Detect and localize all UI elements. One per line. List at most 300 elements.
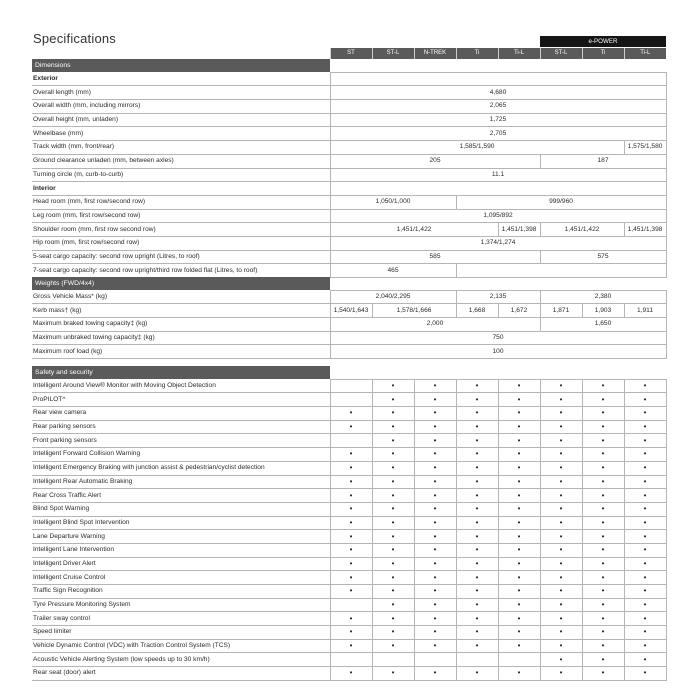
value-cell: 2,040/2,295 — [330, 290, 456, 304]
value-cell: 2,135 — [456, 290, 540, 304]
feature-mark: • — [414, 530, 456, 544]
feature-mark: • — [414, 571, 456, 585]
table-row — [32, 154, 666, 168]
feature-label: Intelligent Emergency Braking with junction assist & pedestrian/cyclist detection — [32, 461, 330, 475]
section-header-row — [32, 59, 666, 72]
feature-label: Intelligent Cruise Control — [32, 571, 330, 585]
table-row — [32, 100, 666, 114]
feature-mark: • — [330, 461, 372, 475]
feature-label: ProPILOT^ — [32, 393, 330, 407]
table-row — [32, 393, 666, 407]
feature-mark: • — [624, 557, 666, 571]
feature-mark: • — [456, 639, 498, 653]
row-label: Overall length (mm) — [32, 86, 330, 100]
feature-mark: • — [624, 407, 666, 421]
feature-mark: • — [498, 667, 540, 681]
feature-mark: • — [414, 639, 456, 653]
feature-mark: • — [498, 489, 540, 503]
table-row — [32, 168, 666, 182]
value-cell: 1,672 — [498, 304, 540, 318]
feature-mark: • — [582, 434, 624, 448]
feature-mark: • — [372, 502, 414, 516]
feature-mark: • — [330, 557, 372, 571]
subsection-spacer — [330, 72, 666, 86]
grade-col-2: N-TREK — [414, 48, 456, 59]
feature-mark: • — [582, 379, 624, 393]
grade-col-7: Ti-L — [624, 48, 666, 59]
feature-mark: • — [372, 585, 414, 599]
feature-mark: • — [624, 571, 666, 585]
table-row — [32, 543, 666, 557]
feature-mark: • — [540, 516, 582, 530]
feature-mark: • — [540, 434, 582, 448]
feature-mark: • — [372, 379, 414, 393]
value-cell: 205 — [330, 154, 540, 168]
weights-table — [32, 277, 667, 359]
feature-mark: • — [414, 420, 456, 434]
feature-mark: • — [330, 585, 372, 599]
value-cell: 750 — [330, 331, 666, 345]
feature-mark — [456, 653, 498, 667]
grade-header-row — [32, 48, 666, 59]
feature-label: Traffic Sign Recognition — [32, 585, 330, 599]
feature-mark: • — [456, 516, 498, 530]
safety-table — [32, 366, 667, 681]
feature-mark: • — [540, 420, 582, 434]
value-cell: 100 — [330, 345, 666, 359]
table-row — [32, 448, 666, 462]
table-row — [32, 407, 666, 421]
feature-mark: • — [372, 461, 414, 475]
grade-col-6: Ti — [582, 48, 624, 59]
feature-mark: • — [624, 516, 666, 530]
feature-mark: • — [582, 598, 624, 612]
feature-mark — [330, 434, 372, 448]
feature-mark: • — [582, 475, 624, 489]
feature-mark: • — [624, 393, 666, 407]
feature-mark: • — [330, 612, 372, 626]
feature-mark: • — [372, 475, 414, 489]
feature-mark — [330, 379, 372, 393]
row-label: Overall width (mm, including mirrors) — [32, 100, 330, 114]
feature-label: Tyre Pressure Monitoring System — [32, 598, 330, 612]
feature-mark: • — [372, 530, 414, 544]
feature-mark: • — [330, 475, 372, 489]
table-row — [32, 420, 666, 434]
feature-mark: • — [498, 639, 540, 653]
table-row — [32, 489, 666, 503]
feature-mark: • — [456, 598, 498, 612]
feature-mark: • — [372, 393, 414, 407]
feature-label: Lane Departure Warning — [32, 530, 330, 544]
table-row — [32, 667, 666, 681]
value-cell: 2,065 — [330, 100, 666, 114]
feature-mark: • — [582, 461, 624, 475]
feature-mark: • — [582, 543, 624, 557]
feature-mark: • — [414, 448, 456, 462]
feature-mark: • — [624, 434, 666, 448]
feature-mark: • — [498, 448, 540, 462]
feature-mark: • — [372, 434, 414, 448]
feature-mark: • — [582, 667, 624, 681]
feature-mark: • — [624, 420, 666, 434]
value-cell: 1,451/1,422 — [540, 223, 624, 237]
value-cell: 999/960 — [456, 195, 666, 209]
feature-mark: • — [330, 543, 372, 557]
feature-mark — [330, 653, 372, 667]
row-label: 5-seat cargo capacity: second row upright (Litres, to roof) — [32, 250, 330, 264]
feature-mark: • — [582, 626, 624, 640]
table-row — [32, 475, 666, 489]
feature-mark: • — [414, 557, 456, 571]
feature-mark: • — [414, 489, 456, 503]
table-row — [32, 264, 666, 278]
table-row — [32, 113, 666, 127]
feature-mark: • — [414, 543, 456, 557]
feature-mark: • — [372, 571, 414, 585]
table-row — [32, 331, 666, 345]
feature-mark: • — [582, 612, 624, 626]
feature-mark: • — [456, 571, 498, 585]
feature-mark: • — [372, 407, 414, 421]
feature-mark: • — [372, 612, 414, 626]
table-row — [32, 127, 666, 141]
feature-mark: • — [624, 530, 666, 544]
feature-mark: • — [456, 420, 498, 434]
value-cell — [456, 264, 666, 278]
feature-mark — [372, 653, 414, 667]
value-cell: 1,451/1,422 — [330, 223, 498, 237]
table-row — [32, 502, 666, 516]
feature-mark: • — [498, 612, 540, 626]
feature-mark: • — [330, 667, 372, 681]
value-cell: 2,705 — [330, 127, 666, 141]
feature-mark — [330, 598, 372, 612]
grade-col-4: Ti-L — [498, 48, 540, 59]
row-label: Ground clearance unladen (mm, between axles) — [32, 154, 330, 168]
value-cell: 1,578/1,666 — [372, 304, 456, 318]
table-row — [32, 141, 666, 155]
value-cell: 1,095/892 — [330, 209, 666, 223]
feature-mark: • — [624, 667, 666, 681]
value-cell: 1,725 — [330, 113, 666, 127]
subsection-row — [32, 182, 666, 196]
feature-label: Rear parking sensors — [32, 420, 330, 434]
feature-label: Front parking sensors — [32, 434, 330, 448]
feature-mark: • — [372, 557, 414, 571]
grade-col-3: Ti — [456, 48, 498, 59]
table-row — [32, 557, 666, 571]
feature-mark: • — [582, 571, 624, 585]
feature-mark: • — [540, 407, 582, 421]
feature-mark: • — [624, 543, 666, 557]
header-spacer — [330, 277, 666, 290]
feature-label: Blind Spot Warning — [32, 502, 330, 516]
feature-mark: • — [624, 475, 666, 489]
feature-mark: • — [582, 448, 624, 462]
feature-mark: • — [498, 434, 540, 448]
feature-mark: • — [372, 420, 414, 434]
value-cell: 187 — [540, 154, 666, 168]
row-label: Gross Vehicle Mass* (kg) — [32, 290, 330, 304]
row-label: Head room (mm, first row/second row) — [32, 195, 330, 209]
row-label: Shoulder room (mm, first row second row) — [32, 223, 330, 237]
feature-mark: • — [498, 557, 540, 571]
table-row — [32, 236, 666, 250]
table-row — [32, 612, 666, 626]
value-cell: 4,680 — [330, 86, 666, 100]
table-row — [32, 223, 666, 237]
feature-mark: • — [456, 626, 498, 640]
feature-mark: • — [372, 598, 414, 612]
feature-mark: • — [330, 626, 372, 640]
feature-mark: • — [540, 502, 582, 516]
feature-mark: • — [330, 489, 372, 503]
feature-mark: • — [582, 407, 624, 421]
feature-mark: • — [498, 502, 540, 516]
feature-mark: • — [582, 530, 624, 544]
feature-mark: • — [456, 489, 498, 503]
value-cell: 1,451/1,398 — [624, 223, 666, 237]
feature-mark: • — [582, 489, 624, 503]
subsection-label: Interior — [32, 182, 330, 196]
section-header: Safety and security — [32, 366, 330, 379]
table-row — [32, 434, 666, 448]
feature-mark: • — [456, 461, 498, 475]
feature-mark: • — [372, 543, 414, 557]
value-cell: 585 — [330, 250, 540, 264]
feature-mark: • — [414, 407, 456, 421]
value-cell: 1,911 — [624, 304, 666, 318]
feature-mark: • — [540, 585, 582, 599]
table-row — [32, 345, 666, 359]
feature-mark: • — [414, 612, 456, 626]
table-row — [32, 516, 666, 530]
feature-mark: • — [540, 461, 582, 475]
feature-mark: • — [498, 543, 540, 557]
table-row — [32, 585, 666, 599]
value-cell: 575 — [540, 250, 666, 264]
feature-mark: • — [330, 502, 372, 516]
feature-mark: • — [414, 379, 456, 393]
feature-mark: • — [624, 448, 666, 462]
feature-mark: • — [540, 571, 582, 585]
subsection-label: Exterior — [32, 72, 330, 86]
value-cell: 1,871 — [540, 304, 582, 318]
feature-mark: • — [624, 612, 666, 626]
row-label: Leg room (mm, first row/second row) — [32, 209, 330, 223]
feature-mark: • — [540, 489, 582, 503]
feature-mark: • — [624, 598, 666, 612]
table-row — [32, 250, 666, 264]
value-cell: 1,903 — [582, 304, 624, 318]
feature-mark: • — [540, 626, 582, 640]
feature-mark: • — [330, 571, 372, 585]
table-row — [32, 653, 666, 667]
table-row — [32, 626, 666, 640]
grade-col-1: ST-L — [372, 48, 414, 59]
feature-mark: • — [624, 639, 666, 653]
feature-mark: • — [498, 407, 540, 421]
feature-mark: • — [540, 557, 582, 571]
feature-label: Trailer sway control — [32, 612, 330, 626]
feature-mark: • — [582, 557, 624, 571]
feature-mark: • — [456, 407, 498, 421]
feature-mark: • — [582, 585, 624, 599]
epower-header: e-POWER — [540, 36, 666, 47]
feature-mark: • — [414, 434, 456, 448]
feature-label: Rear view camera — [32, 407, 330, 421]
feature-mark: • — [540, 667, 582, 681]
table-row — [32, 379, 666, 393]
feature-mark: • — [498, 571, 540, 585]
feature-label: Intelligent Forward Collision Warning — [32, 448, 330, 462]
feature-mark: • — [498, 598, 540, 612]
feature-mark: • — [414, 461, 456, 475]
feature-mark: • — [540, 475, 582, 489]
row-label: Maximum unbraked towing capacity‡ (kg) — [32, 331, 330, 345]
value-cell: 1,575/1,580 — [624, 141, 666, 155]
value-cell: 2,380 — [540, 290, 666, 304]
page-title: Specifications — [33, 31, 117, 46]
feature-mark: • — [414, 393, 456, 407]
feature-mark: • — [330, 530, 372, 544]
feature-mark: • — [540, 393, 582, 407]
feature-mark: • — [330, 407, 372, 421]
feature-mark: • — [498, 379, 540, 393]
feature-mark: • — [498, 393, 540, 407]
section-header-row — [32, 277, 666, 290]
feature-mark: • — [540, 379, 582, 393]
value-cell: 2,000 — [330, 318, 540, 332]
feature-mark: • — [498, 475, 540, 489]
feature-label: Vehicle Dynamic Control (VDC) with Traction Control System (TCS) — [32, 639, 330, 653]
feature-mark: • — [414, 475, 456, 489]
feature-mark: • — [414, 516, 456, 530]
feature-mark: • — [540, 612, 582, 626]
feature-mark: • — [582, 639, 624, 653]
dimensions-table — [32, 48, 667, 278]
feature-label: Acoustic Vehicle Alerting System (low speeds up to 30 km/h) — [32, 653, 330, 667]
feature-mark: • — [372, 489, 414, 503]
value-cell: 1,451/1,398 — [498, 223, 540, 237]
feature-mark: • — [330, 516, 372, 530]
table-row — [32, 195, 666, 209]
feature-mark: • — [540, 543, 582, 557]
table-row — [32, 318, 666, 332]
row-label: Wheelbase (mm) — [32, 127, 330, 141]
feature-mark: • — [456, 667, 498, 681]
value-cell: 1,374/1,274 — [330, 236, 666, 250]
row-label: Kerb mass† (kg) — [32, 304, 330, 318]
table-row — [32, 598, 666, 612]
feature-mark: • — [456, 502, 498, 516]
table-row — [32, 290, 666, 304]
feature-mark: • — [540, 530, 582, 544]
feature-mark: • — [498, 420, 540, 434]
grade-header-spacer — [32, 48, 330, 59]
feature-mark: • — [330, 420, 372, 434]
value-cell: 11.1 — [330, 168, 666, 182]
feature-mark: • — [456, 379, 498, 393]
grade-col-5: ST-L — [540, 48, 582, 59]
feature-label: Intelligent Rear Automatic Braking — [32, 475, 330, 489]
table-row — [32, 86, 666, 100]
value-cell: 1,650 — [540, 318, 666, 332]
value-cell: 1,540/1,643 — [330, 304, 372, 318]
table-row — [32, 571, 666, 585]
feature-label: Rear seat (door) alert — [32, 667, 330, 681]
row-label: Overall height (mm, unladen) — [32, 113, 330, 127]
feature-mark — [330, 393, 372, 407]
feature-mark: • — [582, 653, 624, 667]
feature-mark: • — [456, 543, 498, 557]
feature-label: Speed limiter — [32, 626, 330, 640]
feature-mark: • — [414, 598, 456, 612]
feature-mark: • — [498, 585, 540, 599]
feature-mark: • — [582, 420, 624, 434]
feature-mark: • — [624, 379, 666, 393]
row-label: Maximum braked towing capacity‡ (kg) — [32, 318, 330, 332]
section-header: Weights (FWD/4x4) — [32, 277, 330, 290]
table-row — [32, 639, 666, 653]
table-row — [32, 530, 666, 544]
feature-label: Intelligent Lane Intervention — [32, 543, 330, 557]
feature-mark: • — [540, 653, 582, 667]
feature-mark: • — [372, 667, 414, 681]
feature-mark: • — [582, 393, 624, 407]
feature-mark: • — [540, 639, 582, 653]
feature-label: Intelligent Driver Alert — [32, 557, 330, 571]
feature-mark — [414, 653, 456, 667]
value-cell: 465 — [330, 264, 456, 278]
feature-mark: • — [498, 516, 540, 530]
table-row — [32, 304, 666, 318]
value-cell: 1,585/1,590 — [330, 141, 624, 155]
feature-label: Rear Cross Traffic Alert — [32, 489, 330, 503]
feature-mark: • — [624, 461, 666, 475]
feature-mark: • — [456, 393, 498, 407]
feature-mark: • — [624, 653, 666, 667]
feature-mark — [498, 653, 540, 667]
row-label: Hip room (mm, first row/second row) — [32, 236, 330, 250]
row-label: Maximum roof load (kg) — [32, 345, 330, 359]
feature-mark: • — [582, 516, 624, 530]
feature-mark: • — [456, 585, 498, 599]
feature-label: Intelligent Around View® Monitor with Moving Object Detection — [32, 379, 330, 393]
feature-mark: • — [456, 557, 498, 571]
feature-mark: • — [498, 530, 540, 544]
feature-mark: • — [372, 626, 414, 640]
feature-mark: • — [330, 448, 372, 462]
section-header: Dimensions — [32, 59, 330, 72]
row-label: 7-seat cargo capacity: second row upright/third row folded flat (Litres, to roof) — [32, 264, 330, 278]
feature-mark: • — [330, 639, 372, 653]
row-label: Track width (mm, front/rear) — [32, 141, 330, 155]
subsection-spacer — [330, 182, 666, 196]
feature-mark: • — [456, 475, 498, 489]
feature-mark: • — [456, 530, 498, 544]
header-spacer — [330, 59, 666, 72]
feature-mark: • — [624, 489, 666, 503]
feature-mark: • — [624, 585, 666, 599]
header-spacer — [330, 366, 666, 379]
feature-mark: • — [414, 667, 456, 681]
feature-mark: • — [456, 434, 498, 448]
table-row — [32, 209, 666, 223]
feature-mark: • — [456, 448, 498, 462]
feature-mark: • — [624, 502, 666, 516]
